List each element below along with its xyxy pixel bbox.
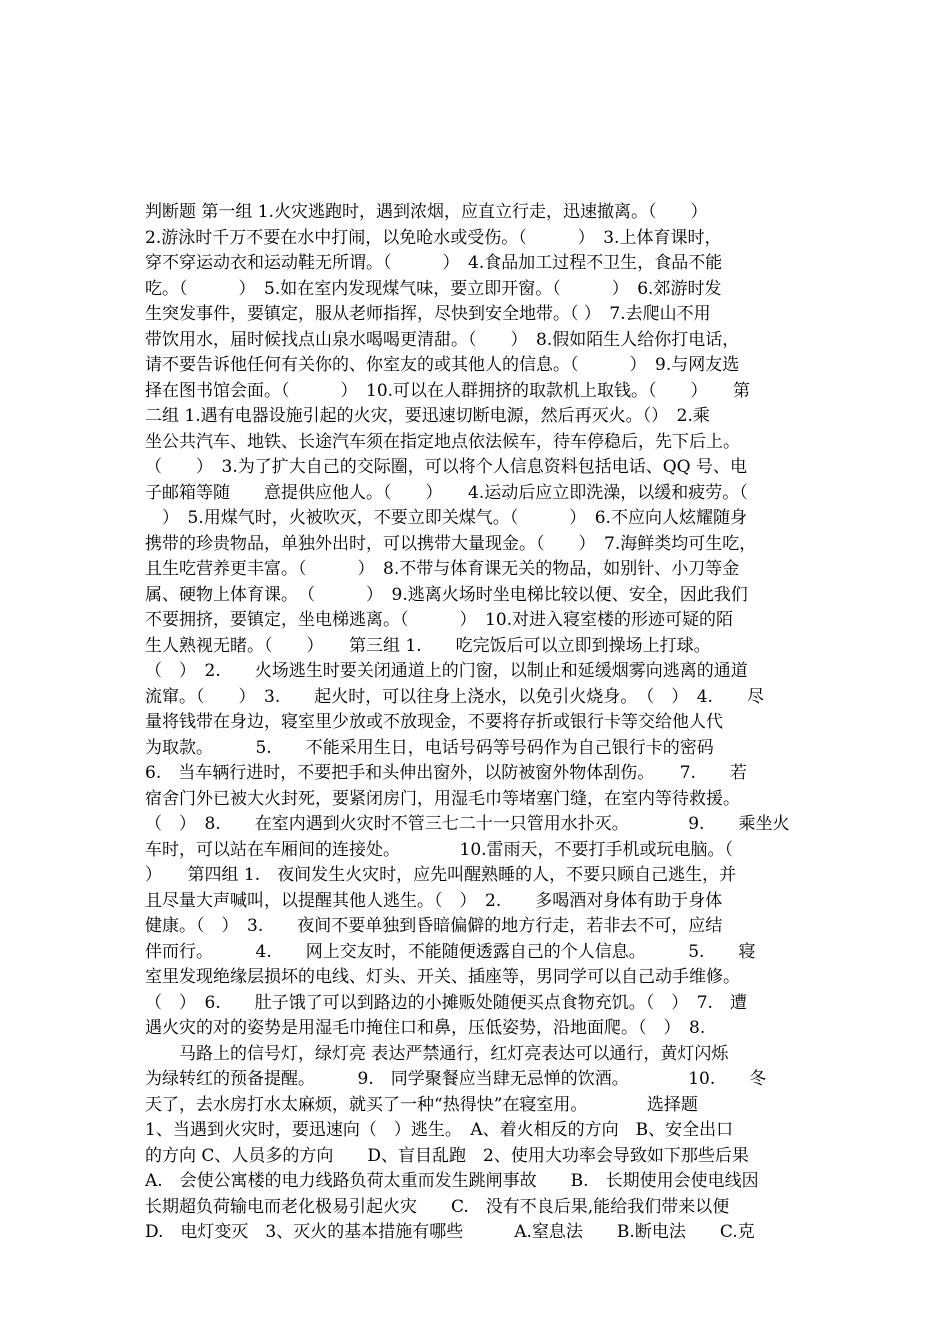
text-line: 长期超负荷输电而老化极易引起火灾 C. 没有不良后果,能给我们带来以便: [145, 1196, 730, 1217]
text-line: 带饮用水，届时候找点山泉水喝喝更清甜。（ ） 8.假如陌生人给你打电话，: [145, 329, 740, 350]
text-line: A. 会使公寓楼的电力线路负荷太重而发生跳闸事故 B. 长期使用会使电线因: [145, 1171, 759, 1191]
text-line: 生人熟视无睹。（ ） 第三组 1. 吃完饭后可以立即到操场上打球。: [145, 635, 711, 656]
text-line: ） 5.用煤气时，火被吹灭，不要立即关煤气。（ ） 6.不应向人炫耀随身: [145, 508, 747, 528]
text-line: 请不要告诉他任何有关你的、你室友的或其他人的信息。（ ） 9.与网友选: [145, 355, 740, 375]
text-line: 为取款。 5. 不能采用生日，电话号码等号码作为自己银行卡的密码: [145, 737, 714, 758]
text-line: 伴而行。 4. 网上交友时，不能随便透露自己的个人信息。 5. 寝: [145, 941, 756, 962]
text-line: D. 电灯变灭 3、灭火的基本措施有哪些 A.窒息法 B.断电法 C.克: [145, 1222, 755, 1242]
text-line: （ ） 3.为了扩大自己的交际圈，可以将个人信息资料包括电话、QQ 号、电: [145, 457, 747, 477]
text-line: 流窜。（ ） 3. 起火时，可以往身上浇水，以免引火烧身。 （ ） 4. 尽: [145, 686, 764, 707]
text-line: 天了，去水房打水太麻烦，就买了一种“热得快”在寝室用。 选择题: [145, 1094, 698, 1115]
document-body: [145, 200, 811, 1246]
text-line: ） 第四组 1. 夜间发生火灾时，应先叫醒熟睡的人，不要只顾自己逃生，并: [145, 865, 737, 885]
text-line: 的方向 C、人员多的方向 D、盲目乱跑 2、使用大功率会导致如下那些后果: [145, 1145, 749, 1166]
text-line: 二组 1.遇有电器设施引起的火灾，要迅速切断电源，然后再灭火。（） 2.乘: [145, 406, 710, 426]
text-line: 属、硬物上体育课。 （ ） 9.逃离火场时坐电梯比较以便、安全，因此我们: [145, 584, 748, 605]
text-line: 择在图书馆会面。（ ） 10.可以在人群拥挤的取款机上取钱。（ ） 第: [145, 380, 751, 401]
text-line: 宿舍门外已被大火封死，要紧闭房门，用湿毛巾等堵塞门缝，在室内等待救援。: [145, 788, 740, 809]
text-line: 且尽量大声喊叫，以提醒其他人逃生。（ ） 2. 多喝酒对身体有助于身体: [145, 890, 723, 911]
text-line: （ ） 8. 在室内遇到火灾时不管三七二十一只管用水扑灭。 9. 乘坐火: [145, 814, 790, 834]
text-line: （ ） 2. 火场逃生时要关闭通道上的门窗，以制止和延缓烟雾向逃离的通道: [145, 661, 748, 681]
text-line: 坐公共汽车、地铁、长途汽车须在指定地点依法候车，待车停稳后，先下后上。: [145, 431, 740, 452]
text-line: 6. 当车辆行进时，不要把手和头伸出窗外，以防被窗外物体刮伤。 7. 若: [145, 763, 747, 783]
text-line: 室里发现绝缘层损坏的电线、灯头、开关、插座等，男同学可以自己动手维修。: [145, 967, 740, 987]
text-line: 为绿转红的预备提醒。 9. 同学聚餐应当肆无忌惮的饮酒。 10. 冬: [145, 1069, 767, 1089]
text-line: 判断题 第一组 1.火灾逃跑时，遇到浓烟，应直立行走，迅速撤离。（ ）: [145, 202, 708, 222]
text-line: 车时，可以站在车厢间的连接处。 10.雷雨天，不要打手机或玩电脑。（: [145, 839, 734, 860]
text-line: （ ） 6. 肚子饿了可以到路边的小摊贩处随便买点食物充饥。（ ） 7. 遭: [145, 992, 747, 1013]
text-line: 量将钱带在身边，寝室里少放或不放现金，不要将存折或银行卡等交给他人代: [145, 712, 723, 732]
text-line: 1、当遇到火灾时，要迅速向（ ）逃生。 A、着火相反的方向 B、安全出口: [145, 1120, 734, 1140]
text-line: 健康。（ ） 3. 夜间不要单独到昏暗偏僻的地方行走，若非去不可，应结: [145, 916, 723, 936]
text-line: 遇火灾的对的姿势是用湿毛巾掩住口和鼻，压低姿势，沿地面爬。（ ） 8.: [145, 1018, 706, 1038]
text-line: 生突发事件，要镇定，服从老师指挥，尽快到安全地带。（ ） 7.去爬山不用: [145, 304, 711, 324]
text-line: 2.游泳时千万不要在水中打闹，以免呛水或受伤。（ ） 3.上体育课时，: [145, 227, 722, 248]
text-line: 穿不穿运动衣和运动鞋无所谓。（ ） 4.食品加工过程不卫生，食品不能: [145, 253, 723, 273]
text-line: 子邮箱等随 意提供应他人。（ ） 4.运动后应立即洗澡，以缓和疲劳。（: [145, 482, 748, 503]
text-line: 携带的珍贵物品，单独外出时，可以携带大量现金。（ ） 7.海鲜类均可生吃，: [145, 533, 757, 554]
text-line: 不要拥挤，要镇定，坐电梯逃离。（ ） 10.对进入寝室楼的形迹可疑的陌: [145, 610, 734, 630]
text-line: 且生吃营养更丰富。（ ） 8.不带与体育课无关的物品，如别针、小刀等金: [145, 559, 740, 579]
text-line: 马路上的信号灯，绿灯亮 表达严禁通行，红灯亮表达可以通行，黄灯闪烁: [145, 1043, 729, 1064]
text-line: 吃。（ ） 5.如在室内发现煤气味，要立即开窗。（ ） 6.郊游时发: [145, 278, 722, 299]
